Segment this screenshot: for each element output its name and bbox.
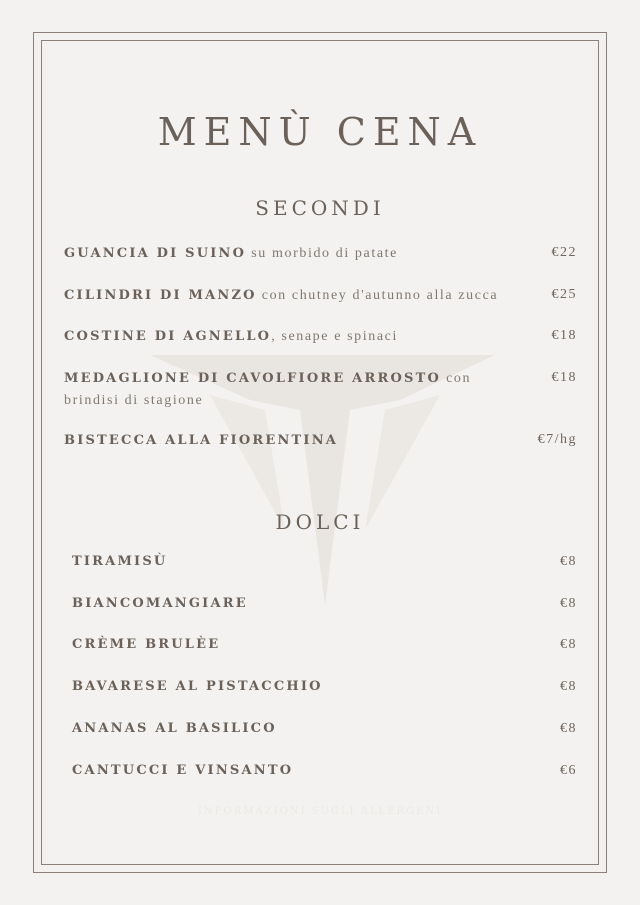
item-price: €8: [560, 721, 577, 736]
item-price: €18: [551, 370, 577, 385]
menu-item: ANANAS AL BASILICO: [72, 721, 277, 736]
item-price: €22: [551, 245, 577, 260]
section-heading-secondi: SECONDI: [255, 196, 385, 220]
item-price: €6: [560, 763, 577, 778]
item-price: €8: [560, 679, 577, 694]
menu-item: CRÈME BRULÈE: [72, 637, 221, 652]
allergen-heading: INFORMAZIONI SUGLI ALLERGENI: [197, 806, 443, 817]
page-title: MENÙ CENA: [157, 110, 483, 154]
item-price: €8: [560, 554, 577, 569]
menu-item: MEDAGLIONE DI CAVOLFIORE ARROSTO con brindisi di stagione: [64, 371, 472, 408]
menu-item: COSTINE DI AGNELLO, senape e spinaci: [64, 329, 398, 344]
item-price: €25: [551, 287, 577, 302]
item-price: €7/hg: [537, 432, 577, 447]
menu-item: BIANCOMANGIARE: [72, 596, 248, 611]
menu-item: BAVARESE AL PISTACCHIO: [72, 679, 323, 694]
item-price: €8: [560, 596, 577, 611]
menu-item: CILINDRI DI MANZO con chutney d'autunno alla zucca: [64, 288, 499, 303]
item-price: €8: [560, 637, 577, 652]
section-heading-dolci: DOLCI: [275, 510, 365, 534]
menu-item: BISTECCA ALLA FIORENTINA: [64, 433, 339, 448]
menu-item: CANTUCCI E VINSANTO: [72, 763, 294, 778]
menu-item: GUANCIA DI SUINO su morbido di patate: [64, 246, 398, 261]
item-price: €18: [551, 328, 577, 343]
menu-item: TIRAMISÙ: [72, 554, 168, 569]
